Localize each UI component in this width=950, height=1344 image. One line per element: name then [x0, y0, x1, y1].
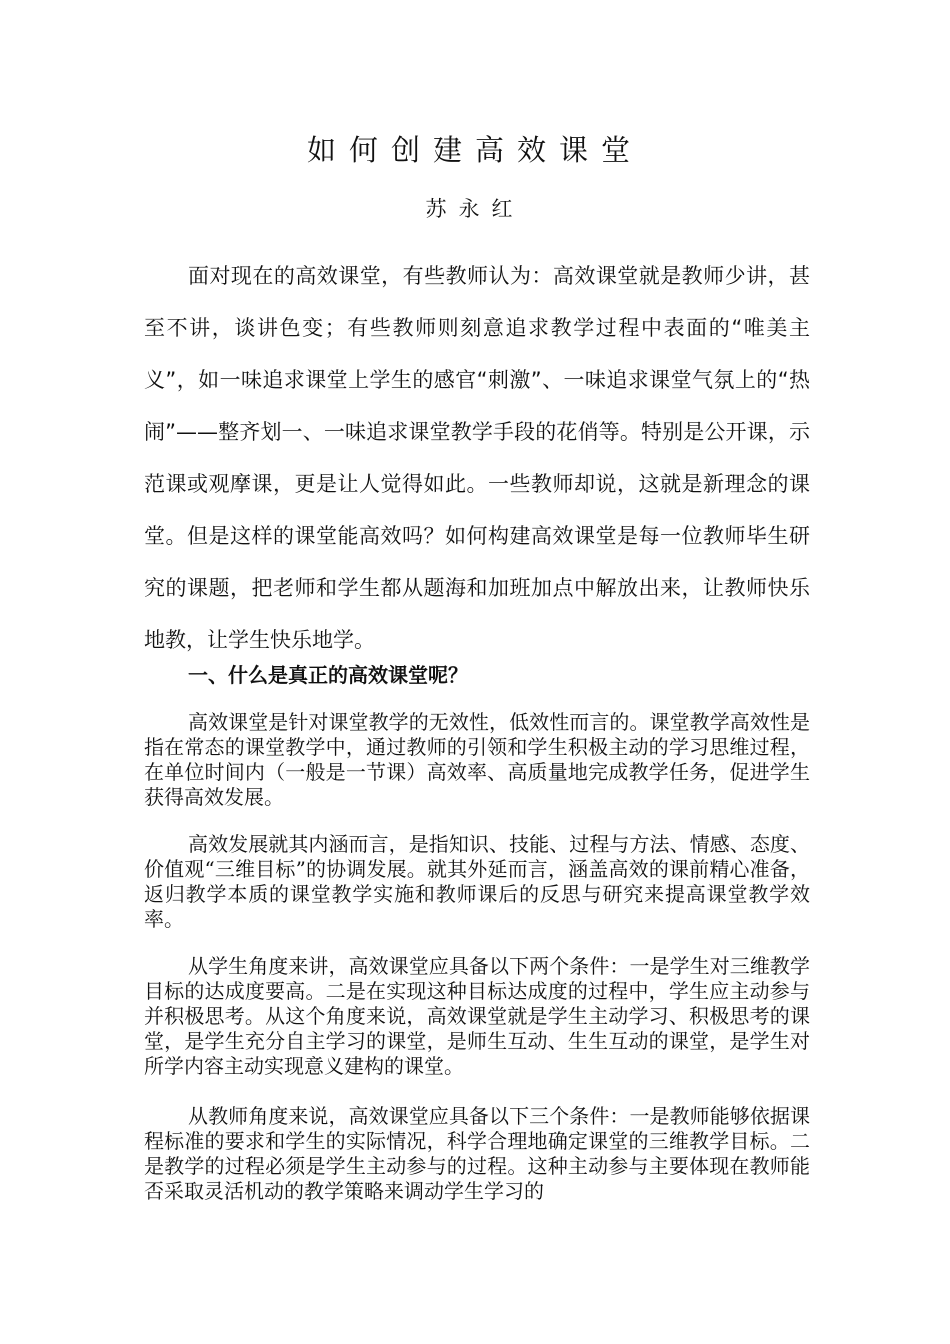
- body-paragraph: 高效发展就其内涵而言，是指知识、技能、过程与方法、情感、态度、价值观“三维目标”的协调发展。就其外延而言，涵盖高效的课前精心准备，返归教学本质的课堂教学实施和教师课后的反思与研究来提高课堂教学效率。: [144, 832, 810, 931]
- intro-paragraph: 面对现在的高效课堂，有些教师认为：高效课堂就是教师少讲，甚至不讲，谈讲色变；有些教师则刻意追求教学过程中表面的“唯美主义”，如一味追求课堂上学生的感官“刺激”、一味追求课堂气氛上的“热闹”——整齐划一、一味追求课堂教学手段的花俏等。特别是公开课，示范课或观摩课，更是让人觉得如此。一些教师却说，这就是新理念的课堂。但是这样的课堂能高效吗？如何构建高效课堂是每一位教师毕生研究的课题，把老师和学生都从题海和加班加点中解放出来，让教师快乐地教，让学生快乐地学。: [144, 264, 810, 652]
- body-paragraph: 高效课堂是针对课堂教学的无效性，低效性而言的。课堂教学高效性是指在常态的课堂教学中，通过教师的引领和学生积极主动的学习思维过程，在单位时间内（一般是一节课）高效率、高质量地完成教学任务，促进学生获得高效发展。: [144, 710, 810, 809]
- document-author: 苏永红: [425, 197, 525, 221]
- body-paragraph: 从教师角度来说，高效课堂应具备以下三个条件：一是教师能够依据课程标准的要求和学生的实际情况，科学合理地确定课堂的三维教学目标。二是教学的过程必须是学生主动参与的过程。这种主动参与主要体现在教师能否采取灵活机动的教学策略来调动学生学习的: [144, 1104, 810, 1203]
- document-title: 如何创建高效课堂: [306, 133, 643, 167]
- body-paragraph: 从学生角度来讲，高效课堂应具备以下两个条件：一是学生对三维教学目标的达成度要高。二是在实现这种目标达成度的过程中，学生应主动参与并积极思考。从这个角度来说，高效课堂就是学生主动学习、积极思考的课堂，是学生充分自主学习的课堂，是师生互动、生生互动的课堂，是学生对所学内容主动实现意义建构的课堂。: [144, 954, 810, 1078]
- section-heading: 一、什么是真正的高效课堂呢？: [188, 663, 468, 687]
